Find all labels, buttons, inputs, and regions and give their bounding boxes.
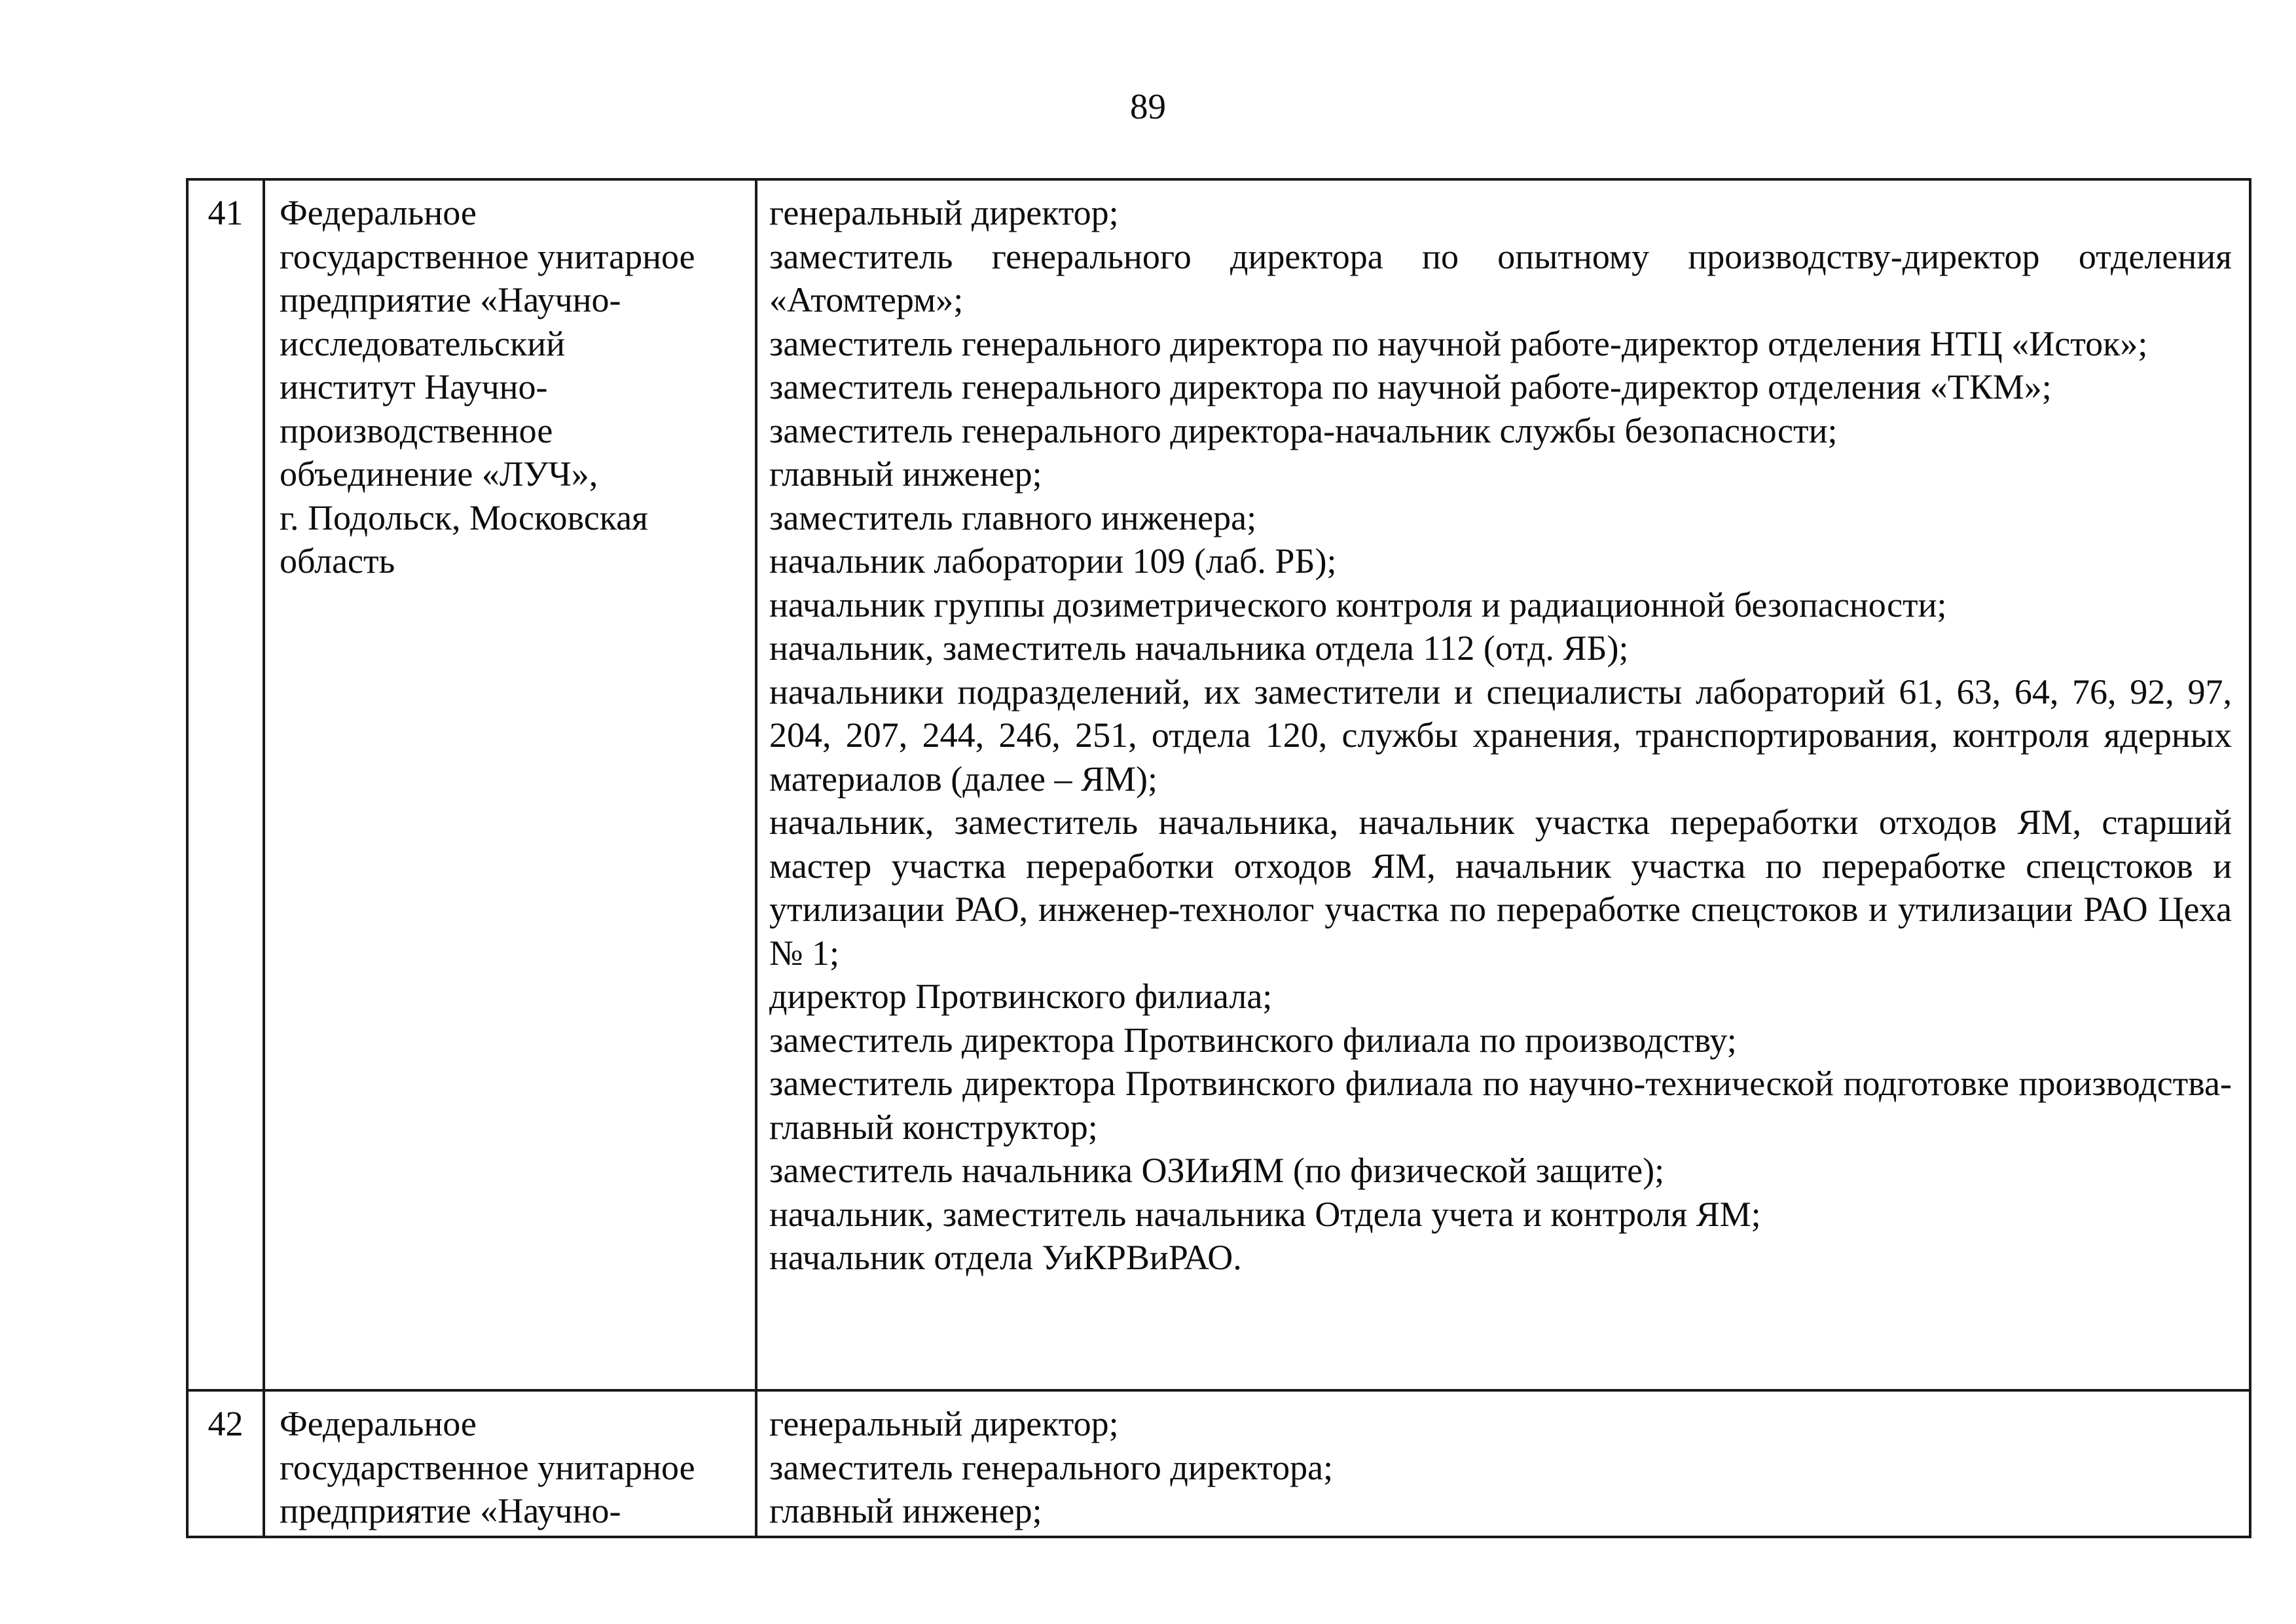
positions-cell [756, 1390, 2250, 1537]
position-item: заместитель генерального директора; [769, 1447, 1334, 1487]
position-item: заместитель начальника ОЗИиЯМ (по физической защите); [769, 1151, 1665, 1190]
position-item: заместитель генерального директора-начальник службы безопасности; [769, 410, 1838, 450]
position-item: начальник отдела УиКРВиРАО. [769, 1238, 1242, 1277]
organization-line: государственное унитарное [280, 1447, 695, 1487]
positions-cell [756, 179, 2250, 1390]
position-item: заместитель главного инженера; [769, 497, 1257, 537]
page-number: 89 [1130, 86, 1166, 126]
organization-positions-table [186, 178, 2251, 1538]
table-row [187, 179, 2250, 1390]
position-item: начальник лаборатории 109 (лаб. РБ); [769, 541, 1337, 581]
position-item: заместитель генерального директора по научной работе-директор отделения НТЦ «Исток»; [769, 323, 2148, 363]
organization-line: г. Подольск, Московская [280, 497, 648, 537]
table-row [187, 1390, 2250, 1537]
position-item: начальник, заместитель начальника, начальник участка переработки отходов ЯМ, старший мастер участка переработки отходов ЯМ, начальник участка по переработке спецстоков и утилизации РАО, инженер-технолог участка по переработке спецстоков и утилизации РАО Цеха № 1; [769, 803, 2232, 973]
position-item: начальник группы дозиметрического контроля и радиационной безопасности; [769, 585, 1947, 624]
organization-line: предприятие «Научно- [280, 1491, 621, 1530]
position-item: начальник, заместитель начальника Отдела учета и контроля ЯМ; [769, 1194, 1761, 1234]
organization-line: институт Научно- [280, 367, 548, 406]
position-item: директор Протвинского филиала; [769, 977, 1273, 1016]
position-item: генеральный директор; [769, 193, 1119, 232]
organization-line: исследовательский [280, 323, 566, 363]
position-item: заместитель директора Протвинского филиала по производству; [769, 1020, 1737, 1060]
position-item: начальник, заместитель начальника отдела 112 (отд. ЯБ); [769, 628, 1629, 668]
position-item: заместитель генерального директора по научной работе-директор отделения «ТКМ»; [769, 367, 2052, 406]
organization-cell [264, 179, 756, 1390]
organization-line: Федеральное [280, 1404, 477, 1443]
position-item: заместитель генерального директора по опытному производству-директор отделения «Атомтерм»; [769, 236, 2232, 319]
position-item: главный инженер; [769, 454, 1042, 494]
organization-line: государственное унитарное [280, 236, 695, 276]
row-number: 42 [187, 1390, 264, 1537]
organization-line: производственное [280, 410, 553, 450]
organization-line: предприятие «Научно- [280, 280, 621, 319]
organization-line: объединение «ЛУЧ», [280, 454, 598, 494]
organization-line: Федеральное [280, 193, 477, 232]
organization-cell [264, 1390, 756, 1537]
position-item: главный инженер; [769, 1491, 1042, 1530]
position-item: заместитель директора Протвинского филиала по научно-технической подготовке производства-главный конструктор; [769, 1064, 2232, 1147]
position-item: генеральный директор; [769, 1404, 1119, 1443]
position-item: начальники подразделений, их заместители и специалисты лабораторий 61, 63, 64, 76, 92, 97, 204, 207, 244, 246, 251, отдела 120, службы хранения, транспортирования, контроля ядерных материалов (далее – ЯМ); [769, 672, 2232, 799]
row-number: 41 [187, 179, 264, 1390]
organization-line: область [280, 541, 395, 581]
